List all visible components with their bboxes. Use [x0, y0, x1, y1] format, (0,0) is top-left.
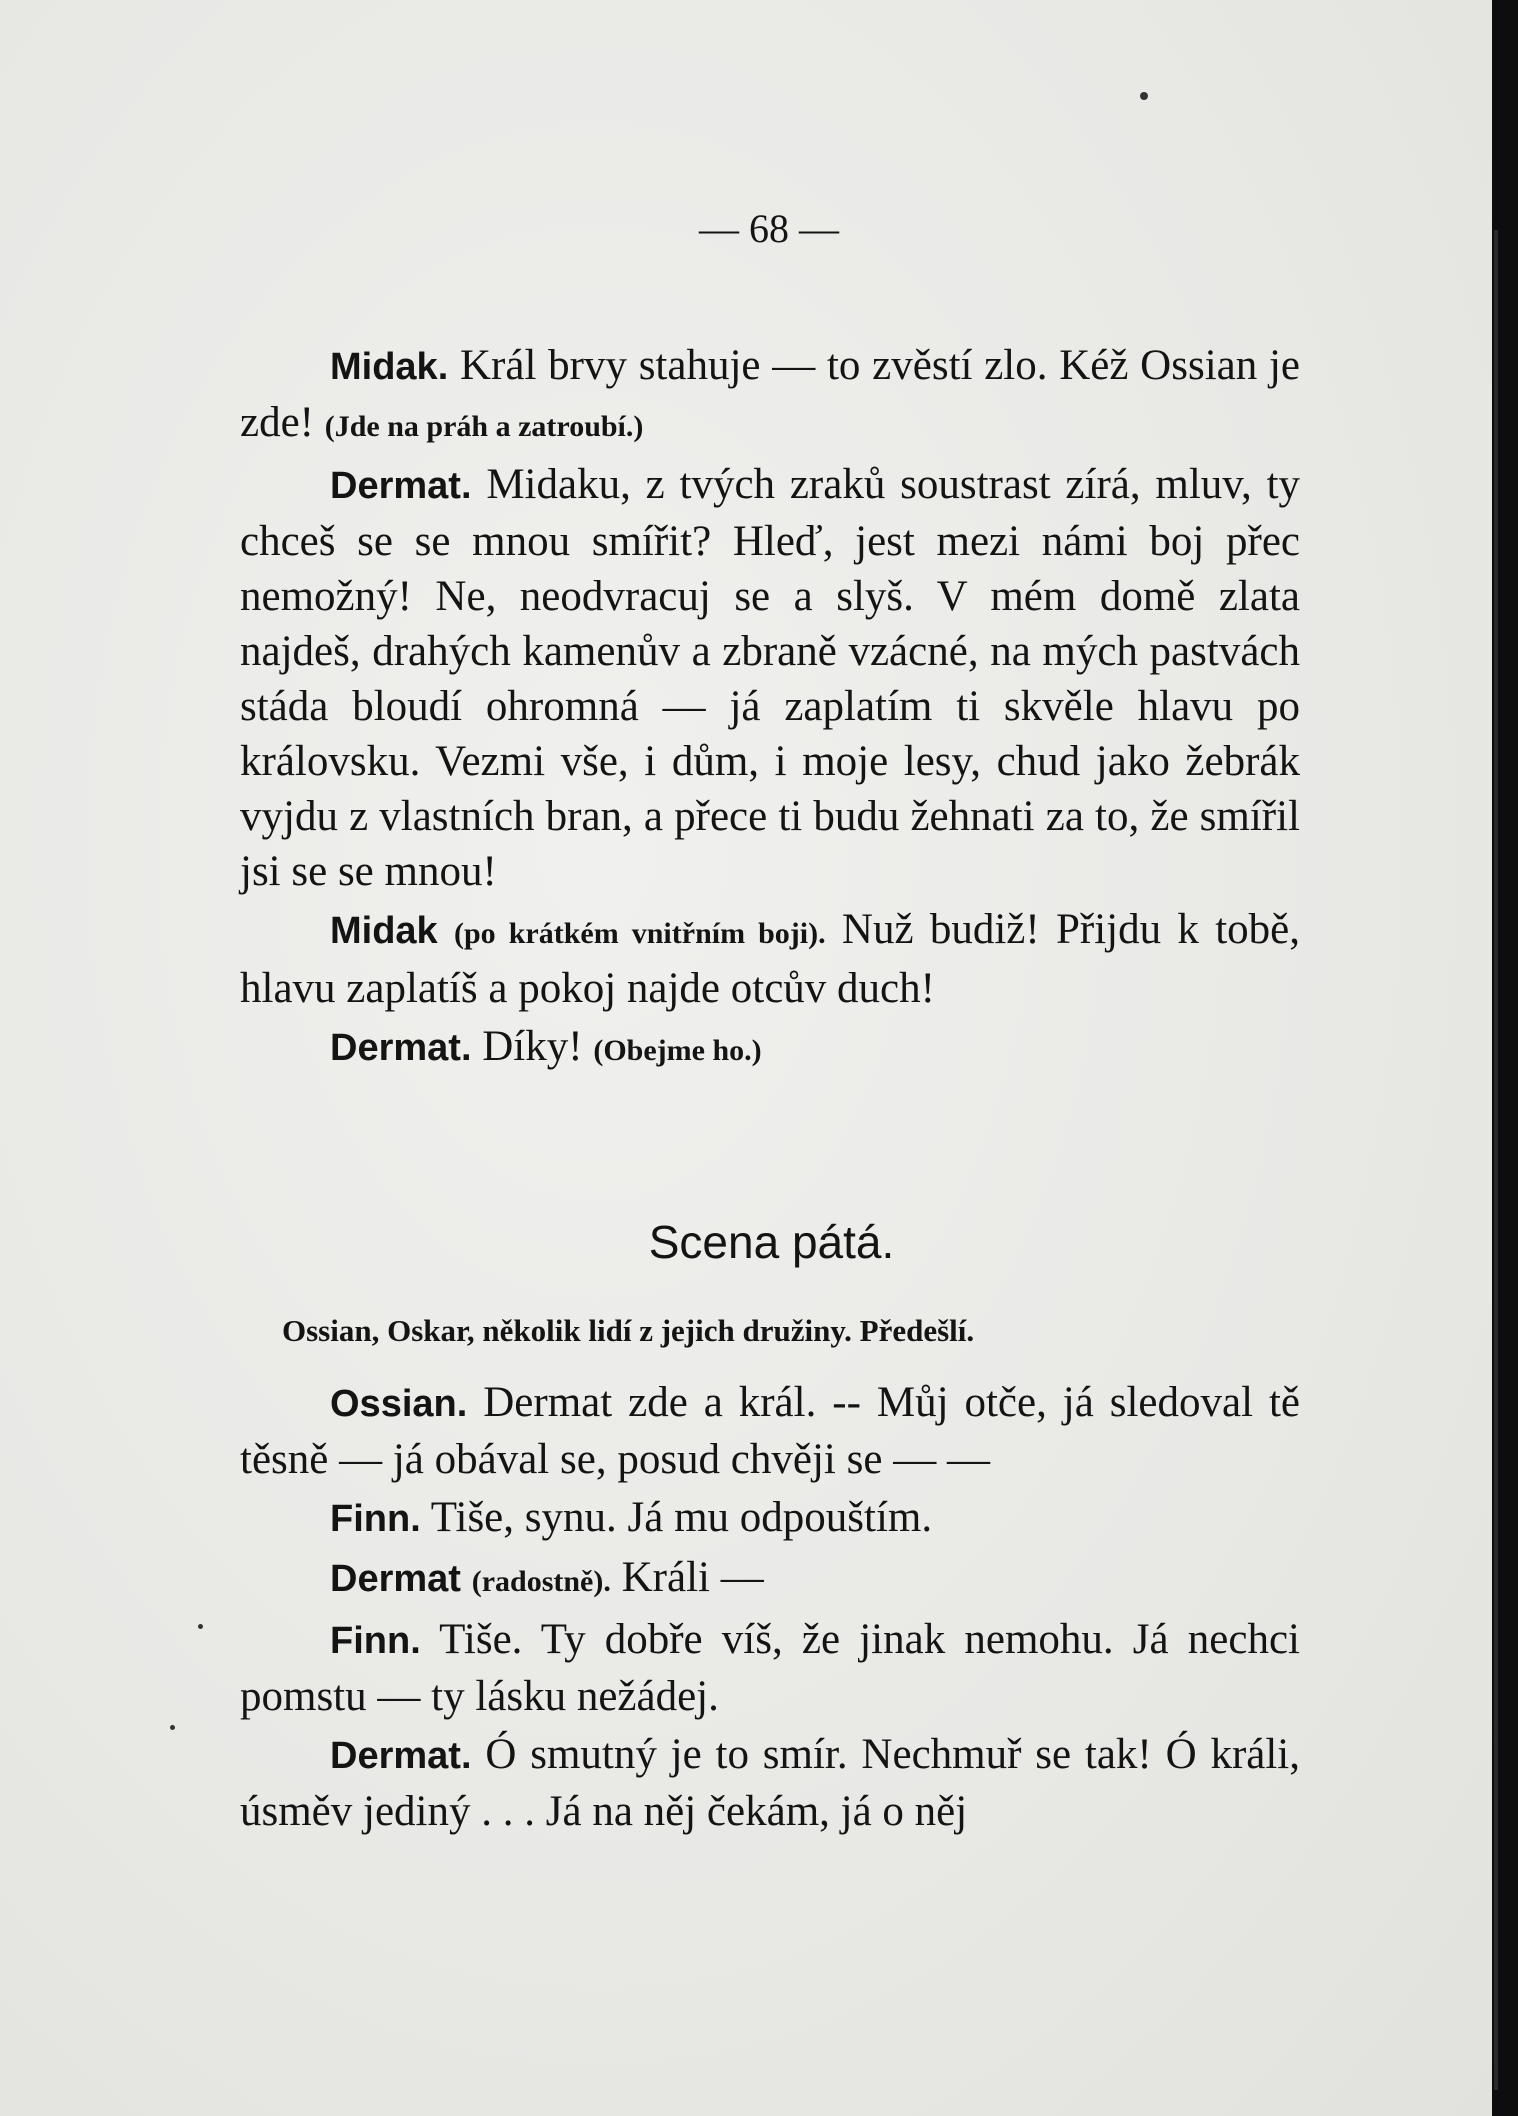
speaker-name: Finn.	[330, 1498, 421, 1540]
scene-title: Scena pátá.	[648, 1216, 895, 1268]
stage-direction: (po krátkém vnitřním boji).	[454, 917, 826, 950]
paragraph	[240, 1727, 1300, 1839]
dialogue-block-1	[240, 338, 1300, 1078]
paragraph	[240, 1612, 1300, 1724]
paragraph	[240, 457, 1300, 899]
speaker-name: Finn.	[330, 1620, 421, 1662]
print-speck	[198, 1624, 203, 1629]
paragraph	[240, 1490, 1300, 1547]
dialogue-block-2	[240, 1375, 1300, 1839]
speech-text: Král brvy stahuje — to zvěstí zlo. Kéž Ossian je zde!	[240, 342, 1301, 446]
speech-text: Dermat zde a král. -- Můj otče, já sledoval tě těsně — já obával se, posud chvěji se — —	[240, 1379, 1300, 1483]
paragraph	[240, 338, 1300, 454]
speaker-name: Dermat.	[330, 1735, 472, 1777]
paragraph	[240, 1375, 1300, 1487]
speaker-name: Ossian.	[330, 1383, 468, 1425]
paragraph	[240, 1019, 1300, 1078]
stage-direction: (Obejme ho.)	[593, 1034, 762, 1067]
speech-text: Midaku, z tvých zraků soustrast zírá, mluv, ty chceš se se mnou smířit? Hleď, jest mezi námi boj přec nemožný! Ne, neodvracuj se a slyš. V mém domě zlata najdeš, drahých kamenův a zbraně vzácné, na mých pastvách stáda bloudí ohromná — já zaplatím ti skvěle hlavu po královsku. Vezmi vše, i dům, i moje lesy, chud jako žebrák vyjdu z vlastních bran, a přece ti budu žehnati za to, že smířil jsi se se mnou!	[240, 461, 1301, 895]
speech-text: Tiše, synu. Já mu odpouštím.	[430, 1494, 933, 1541]
binding-edge	[1494, 230, 1498, 2090]
speaker-name: Midak.	[330, 346, 449, 388]
speaker-name: Dermat.	[330, 465, 472, 507]
speaker-name: Midak	[330, 910, 438, 952]
stage-direction: (radostně).	[471, 1565, 611, 1598]
speaker-name: Dermat	[330, 1558, 461, 1600]
page-number: — 68 —	[699, 206, 839, 251]
cast-list: Ossian, Oskar, několik lidí z jejich družiny. Předešlí.	[282, 1313, 975, 1348]
paragraph	[240, 1550, 1300, 1609]
print-speck	[1140, 92, 1148, 100]
paragraph	[240, 902, 1300, 1016]
stage-direction: (Jde na práh a zatroubí.)	[324, 410, 644, 443]
speech-text: Ó smutný je to smír. Nechmuř se tak! Ó králi, úsměv jediný . . . Já na něj čekám, já o něj	[240, 1731, 1300, 1835]
speech-text: Králi —	[621, 1554, 764, 1601]
speech-text: Díky!	[482, 1023, 583, 1070]
speech-text: Nuž budiž! Přijdu k tobě, hlavu zaplatíš a pokoj najde otcův duch!	[240, 906, 1300, 1012]
speaker-name: Dermat.	[330, 1027, 472, 1069]
print-speck	[170, 1725, 175, 1730]
speech-text: Tiše. Ty dobře víš, že jinak nemohu. Já nechci pomstu — ty lásku nežádej.	[240, 1616, 1300, 1720]
